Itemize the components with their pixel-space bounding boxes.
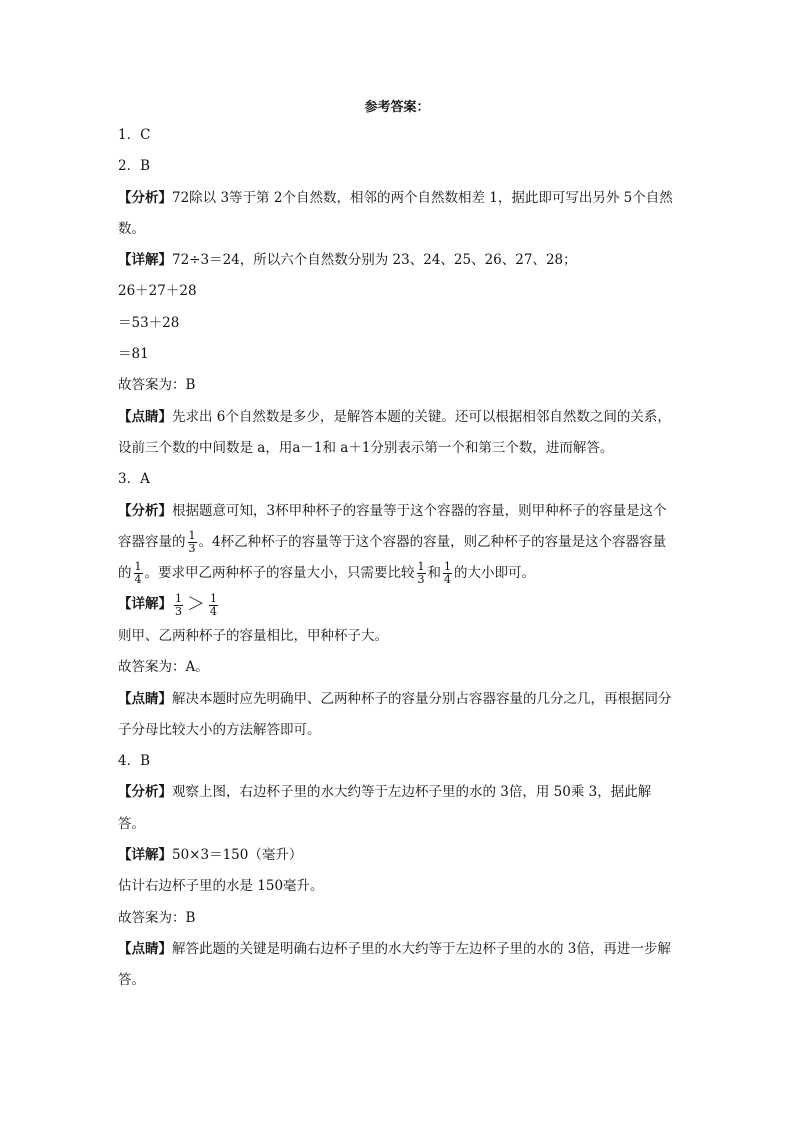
analysis-part-3: 。要求甲乙两种杯子的容量大小，只需要比较	[144, 565, 415, 582]
analysis-part-4: 和	[427, 565, 441, 582]
comment-text: 解答此题的关键是明确右边杯子里的水大约等于左边杯子里的水的 3倍，再进一步解答。	[118, 940, 671, 989]
q2-final: 故答案为：B	[118, 377, 196, 394]
q2-analysis	[118, 183, 678, 246]
greater-than-sign: ＞	[187, 594, 205, 616]
detail-text: 50×3＝150（毫升）	[172, 846, 303, 863]
comment-tag: 【点睛】	[118, 408, 172, 425]
fraction-one-quarter: $\frac{1}{4}$	[444, 560, 451, 587]
analysis-part-2: 。4杯乙种杯子的容量等于这个容器的容量，则乙种杯子的容量是这个容器容量的	[118, 533, 667, 582]
analysis-part-5: 的大小即可。	[454, 565, 535, 582]
detail-tag: 【详解】	[118, 252, 172, 269]
fraction-one-third: $\frac{1}{3}$	[188, 528, 196, 555]
q2-comment	[118, 402, 678, 465]
analysis-tag: 【分析】	[118, 502, 172, 519]
q2-detail	[118, 245, 678, 276]
fraction-one-quarter: $\frac{1}{4}$	[210, 591, 217, 618]
fraction-one-quarter: $\frac{1}{4}$	[134, 560, 142, 587]
comment-tag: 【点睛】	[118, 940, 172, 957]
q2-calc-1: 26＋27＋28	[118, 283, 197, 300]
comment-text: 解决本题时应先明确甲、乙两种杯子的容量分别占容器容量的几分之几，再根据同分子分母比较大小的方法解答即可。	[118, 690, 672, 738]
q3-detail	[118, 589, 678, 620]
detail-text: 72÷3＝24，所以六个自然数分别为 23、24、25、26、27、28；	[172, 252, 577, 269]
q4-analysis	[118, 777, 678, 840]
detail-tag: 【详解】	[118, 846, 172, 863]
q4-final: 故答案为：B	[118, 909, 196, 926]
q1-answer: 1．C	[118, 127, 151, 143]
fraction-one-third: $\frac{1}{3}$	[417, 560, 425, 587]
fraction-one-third: $\frac{1}{3}$	[175, 591, 182, 618]
comment-text: 先求出 6个自然数是多少，是解答本题的关键。还可以根据相邻自然数之间的关系，设前三个数的中间数是 a，用a－1和 a＋1分别表示第一个和第三个数，进而解答。	[118, 408, 671, 456]
analysis-tag: 【分析】	[118, 784, 172, 801]
q4-detail	[118, 840, 678, 871]
q4-comment	[118, 934, 678, 997]
analysis-tag: 【分析】	[118, 189, 172, 206]
analysis-text: 72除以 3等于第 2个自然数，相邻的两个自然数相差 1，据此即可写出另外 5个自然数。	[118, 189, 673, 237]
q3-final: 故答案为：A。	[118, 659, 209, 676]
analysis-text: 观察上图，右边杯子里的水大约等于左边杯子里的水的 3倍，用 50乘 3，据此解答。	[118, 784, 652, 832]
q4-answer: 4．B	[118, 753, 151, 770]
q2-calc-2: ＝53＋28	[118, 314, 180, 331]
q3-analysis	[118, 496, 678, 590]
q2-answer: 2．B	[118, 158, 151, 175]
q3-comment	[118, 684, 678, 747]
q3-detail-text: 则甲、乙两种杯子的容量相比，甲种杯子大。	[118, 627, 388, 644]
answer-content	[118, 120, 678, 996]
page-title: 参考答案：	[364, 100, 430, 115]
detail-tag: 【详解】	[118, 596, 172, 613]
q3-answer: 3．A	[118, 471, 150, 488]
q4-detail-text: 估计右边杯子里的水是 150毫升。	[118, 878, 324, 895]
comment-tag: 【点睛】	[118, 690, 172, 707]
q2-calc-3: ＝81	[118, 346, 149, 363]
analysis-part-1: 根据题意可知，3杯甲种杯子的容量等于这个容器的容量，则甲种杯子的容量是这个容器容量的	[118, 502, 667, 550]
